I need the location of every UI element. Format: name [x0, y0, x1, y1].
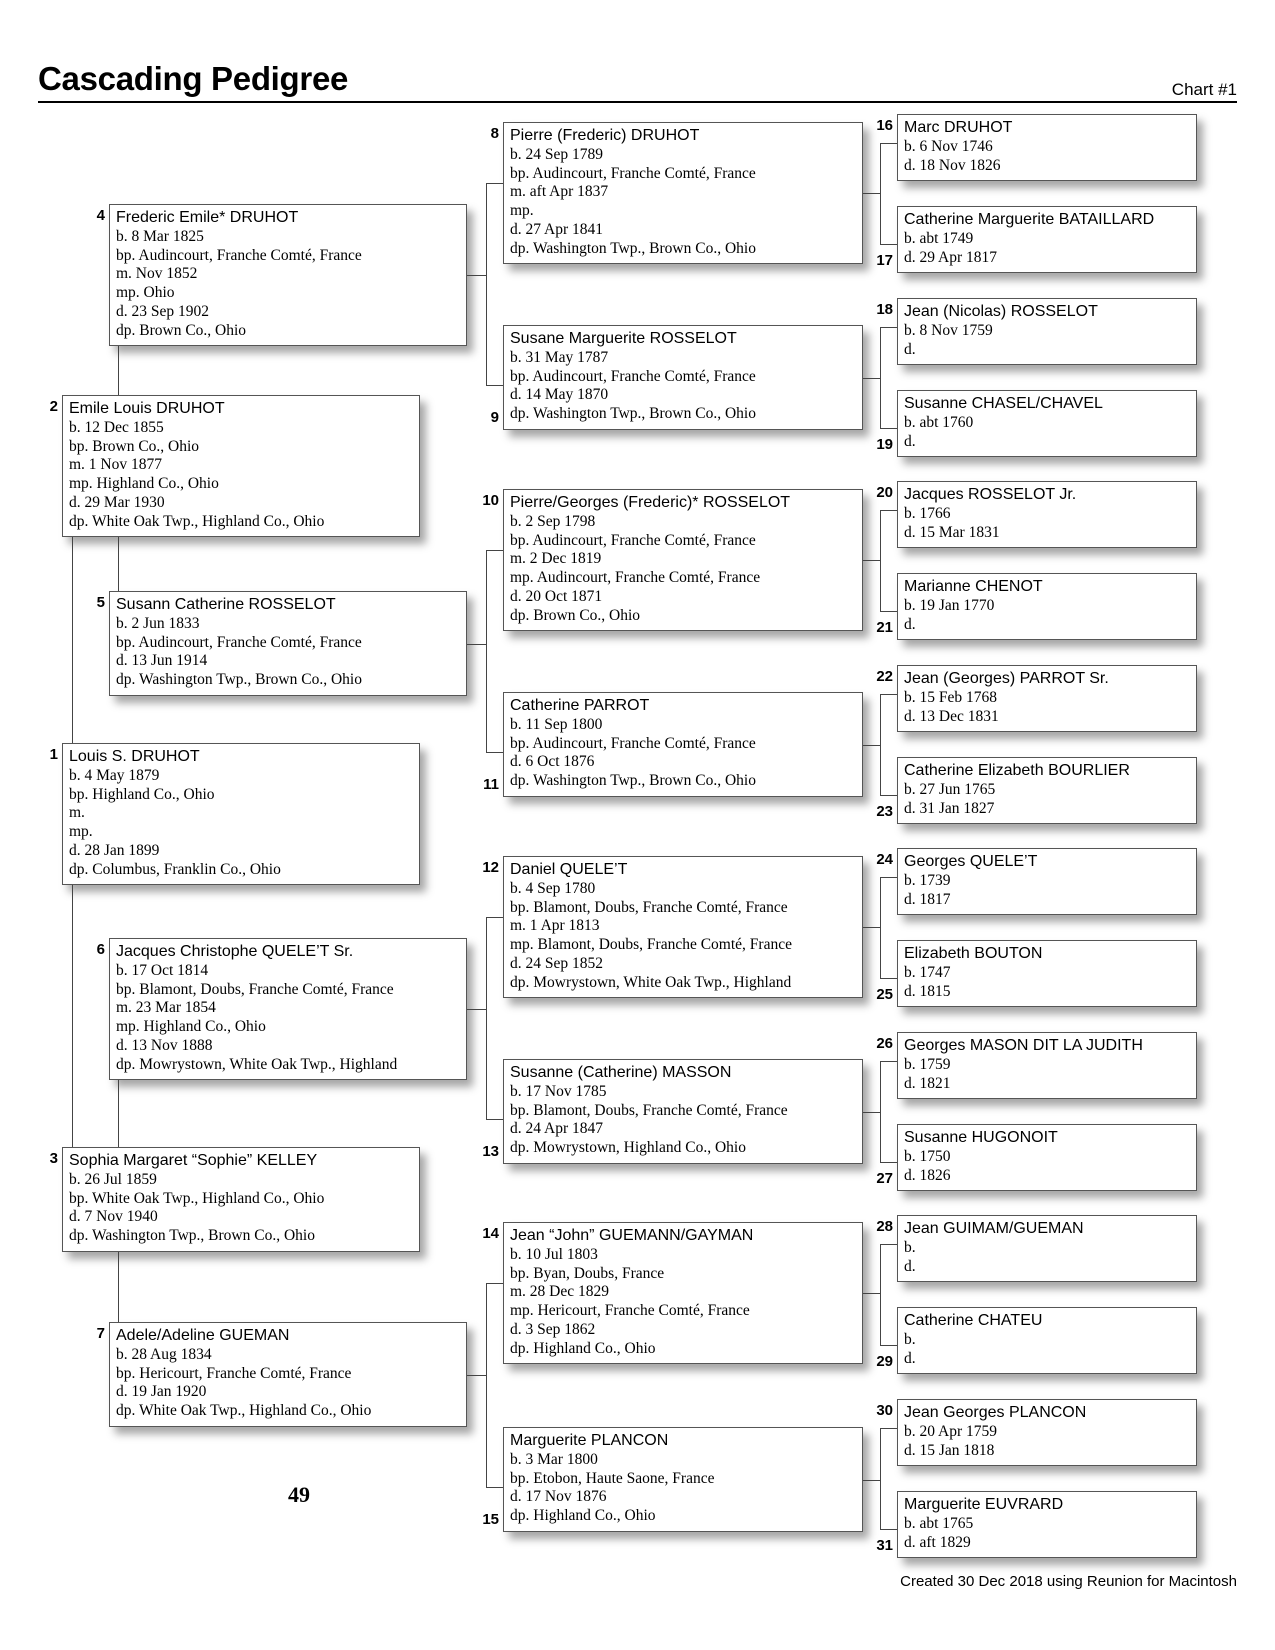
ahnentafel-number: 19	[876, 436, 893, 453]
connector-line	[486, 1119, 503, 1120]
person-detail-line: d. 6 Oct 1876	[510, 753, 595, 771]
person-detail-line: d. 20 Oct 1871	[510, 587, 603, 605]
person-detail-line: b. abt 1765	[904, 1515, 974, 1532]
person-detail-line: b. 1750	[904, 1148, 951, 1165]
person-box-8[interactable]	[503, 122, 863, 264]
ahnentafel-number: 5	[96, 594, 105, 611]
connector-line	[880, 1428, 897, 1429]
person-detail-line: mp.	[510, 202, 534, 220]
person-box-20[interactable]	[897, 481, 1197, 548]
ahnentafel-number: 24	[876, 851, 893, 868]
connector-line	[880, 143, 897, 144]
connector-line	[880, 510, 881, 612]
person-detail-line: b. 10 Jul 1803	[510, 1246, 598, 1263]
ahnentafel-number: 17	[876, 252, 893, 269]
connector-line	[118, 1080, 119, 1147]
person-box-10[interactable]	[503, 489, 863, 631]
person-detail-line: bp. Blamont, Doubs, Franche Comté, France	[510, 1101, 788, 1119]
connector-line	[880, 510, 897, 511]
person-detail-line: dp. Brown Co., Ohio	[510, 606, 641, 624]
person-detail-line: mp. Ohio	[116, 284, 175, 302]
connector-line	[118, 346, 119, 395]
person-detail-line: b. 15 Feb 1768	[904, 689, 997, 706]
person-detail-line: dp. Washington Twp., Brown Co., Ohio	[116, 671, 362, 689]
person-detail-line: d. 28 Jan 1899	[69, 841, 160, 859]
connector-line	[880, 795, 897, 796]
person-box-26[interactable]	[897, 1032, 1197, 1099]
person-name: Sophia Margaret “Sophie” KELLEY	[69, 1152, 318, 1169]
ahnentafel-number: 20	[876, 484, 893, 501]
person-name: Jean (Georges) PARROT Sr.	[904, 670, 1109, 687]
person-detail-line: b. abt 1760	[904, 414, 974, 431]
person-box-13[interactable]	[503, 1059, 863, 1164]
person-name: Frederic Emile* DRUHOT	[116, 209, 299, 226]
connector-line	[880, 244, 897, 245]
person-detail-line: b. 2 Sep 1798	[510, 513, 596, 530]
connector-line	[863, 193, 880, 194]
connector-line	[880, 611, 897, 612]
connector-line	[863, 1293, 880, 1294]
person-detail-line: m. aft Apr 1837	[510, 183, 609, 201]
ahnentafel-number: 16	[876, 117, 893, 134]
person-name: Georges MASON DIT LA JUDITH	[904, 1037, 1143, 1054]
person-name: Jean “John” GUEMANN/GAYMAN	[510, 1227, 754, 1244]
person-box-1[interactable]	[62, 743, 420, 885]
connector-line	[880, 428, 897, 429]
person-detail-line: dp. Columbus, Franklin Co., Ohio	[69, 860, 281, 878]
connector-line	[486, 550, 503, 551]
person-detail-line: d. 13 Nov 1888	[116, 1036, 213, 1054]
ahnentafel-number: 14	[482, 1225, 499, 1242]
person-detail-line: b. 1766	[904, 505, 951, 522]
person-box-23[interactable]	[897, 757, 1197, 824]
person-name: Susane Marguerite ROSSELOT	[510, 330, 737, 347]
ahnentafel-number: 28	[876, 1218, 893, 1235]
person-name: Marianne CHENOT	[904, 578, 1043, 595]
person-detail-line: b. 17 Nov 1785	[510, 1083, 607, 1100]
person-detail-line: bp. Audincourt, Franche Comté, France	[510, 367, 756, 385]
connector-line	[118, 537, 119, 591]
person-detail-line: b. 31 May 1787	[510, 349, 609, 366]
person-box-22[interactable]	[897, 665, 1197, 732]
person-detail-line: b. 1739	[904, 872, 951, 889]
connector-line	[880, 694, 897, 695]
person-name: Adele/Adeline GUEMAN	[116, 1327, 290, 1344]
person-detail-line: m. 1 Apr 1813	[510, 917, 600, 935]
connector-line	[880, 1345, 897, 1346]
person-detail-line: d.	[904, 615, 916, 633]
connector-line	[486, 183, 503, 184]
person-detail-line: bp. Brown Co., Ohio	[69, 437, 200, 455]
person-detail-line: b. abt 1749	[904, 230, 974, 247]
person-name: Catherine Marguerite BATAILLARD	[904, 211, 1155, 228]
person-box-21[interactable]	[897, 573, 1197, 640]
person-detail-line: d. 1815	[904, 982, 951, 1000]
connector-line	[863, 560, 880, 561]
person-detail-line: d. 29 Apr 1817	[904, 248, 997, 266]
person-detail-line: dp. Highland Co., Ohio	[510, 1507, 656, 1525]
person-name: Susanne CHASEL/CHAVEL	[904, 395, 1103, 412]
person-detail-line: b. 1759	[904, 1056, 951, 1073]
person-detail-line: b. 28 Aug 1834	[116, 1346, 212, 1363]
person-detail-line: m. 23 Mar 1854	[116, 999, 216, 1017]
person-detail-line: m. 1 Nov 1877	[69, 456, 162, 474]
person-detail-line: dp. Washington Twp., Brown Co., Ohio	[510, 405, 756, 423]
ahnentafel-number: 10	[482, 492, 499, 509]
person-name: Catherine CHATEU	[904, 1312, 1043, 1329]
connector-line	[880, 327, 897, 328]
person-detail-line: dp. Brown Co., Ohio	[116, 321, 247, 339]
connector-line	[863, 1480, 880, 1481]
connector-line	[880, 978, 897, 979]
person-name: Catherine PARROT	[510, 697, 650, 714]
person-detail-line: m.	[69, 804, 85, 822]
connector-line	[880, 1061, 881, 1163]
person-detail-line: d.	[904, 1257, 916, 1275]
connector-line	[486, 917, 503, 918]
ahnentafel-number: 31	[876, 1537, 893, 1554]
person-detail-line: b. 11 Sep 1800	[510, 716, 603, 733]
person-box-11[interactable]	[503, 692, 863, 797]
person-detail-line: d. 18 Nov 1826	[904, 156, 1001, 174]
connector-line	[486, 1487, 503, 1488]
person-name: Daniel QUELE’T	[510, 861, 628, 878]
person-box-14[interactable]	[503, 1222, 863, 1364]
person-box-9[interactable]	[503, 325, 863, 430]
person-box-18[interactable]	[897, 298, 1197, 365]
person-detail-line: dp. Washington Twp., Brown Co., Ohio	[510, 239, 756, 257]
person-detail-line: b. 24 Sep 1789	[510, 146, 603, 163]
person-detail-line: mp. Highland Co., Ohio	[69, 475, 219, 493]
person-detail-line: bp. Audincourt, Franche Comté, France	[116, 633, 362, 651]
page-number: 49	[288, 1482, 310, 1507]
person-name: Susanne HUGONOIT	[904, 1129, 1058, 1146]
connector-line	[486, 1283, 487, 1488]
connector-line	[863, 927, 880, 928]
connector-line	[863, 1112, 880, 1113]
person-box-16[interactable]	[897, 114, 1197, 181]
connector-line	[880, 143, 881, 245]
person-box-24[interactable]	[897, 848, 1197, 915]
person-detail-line: bp. Blamont, Doubs, Franche Comté, France	[116, 980, 394, 998]
connector-line	[486, 183, 487, 386]
person-detail-line: bp. Audincourt, Franche Comté, France	[116, 246, 362, 264]
person-detail-line: d. 1826	[904, 1166, 951, 1184]
connector-line	[486, 1283, 503, 1284]
person-detail-line: d. 23 Sep 1902	[116, 302, 209, 320]
person-detail-line: d. 17 Nov 1876	[510, 1488, 607, 1506]
ahnentafel-number: 26	[876, 1035, 893, 1052]
ahnentafel-number: 8	[490, 125, 499, 142]
connector-line	[880, 877, 897, 878]
person-box-31[interactable]	[897, 1491, 1197, 1558]
person-detail-line: d. 24 Apr 1847	[510, 1120, 603, 1138]
ahnentafel-number: 2	[49, 398, 58, 415]
connector-line	[486, 917, 487, 1120]
connector-line	[863, 745, 880, 746]
person-detail-line: m. 28 Dec 1829	[510, 1283, 610, 1301]
ahnentafel-number: 3	[49, 1150, 58, 1167]
person-name: Susanne (Catherine) MASSON	[510, 1064, 732, 1081]
person-name: Jean GUIMAM/GUEMAN	[904, 1220, 1084, 1237]
connector-line	[486, 752, 503, 753]
person-detail-line: bp. Audincourt, Franche Comté, France	[510, 164, 756, 182]
person-box-17[interactable]	[897, 206, 1197, 273]
person-detail-line: d.	[904, 1349, 916, 1367]
person-box-25[interactable]	[897, 940, 1197, 1007]
person-detail-line: bp. White Oak Twp., Highland Co., Ohio	[69, 1189, 325, 1207]
connector-line	[880, 1061, 897, 1062]
person-box-27[interactable]	[897, 1124, 1197, 1191]
person-detail-line: b. 4 May 1879	[69, 767, 160, 784]
person-name: Jean Georges PLANCON	[904, 1404, 1087, 1421]
connector-line	[486, 385, 503, 386]
person-detail-line: d. 13 Dec 1831	[904, 707, 999, 725]
ahnentafel-number: 29	[876, 1353, 893, 1370]
person-detail-line: b. 4 Sep 1780	[510, 880, 596, 897]
person-detail-line: b. 8 Nov 1759	[904, 322, 993, 339]
person-detail-line: d.	[904, 432, 916, 450]
person-detail-line: dp. Washington Twp., Brown Co., Ohio	[69, 1227, 315, 1245]
person-name: Pierre/Georges (Frederic)* ROSSELOT	[510, 494, 791, 511]
person-detail-line: m. 2 Dec 1819	[510, 550, 602, 568]
person-name: Jean (Nicolas) ROSSELOT	[904, 303, 1098, 320]
ahnentafel-number: 13	[482, 1143, 499, 1160]
person-box-19[interactable]	[897, 390, 1197, 457]
person-detail-line: bp. Blamont, Doubs, Franche Comté, France	[510, 898, 788, 916]
person-detail-line: bp. Byan, Doubs, France	[510, 1264, 665, 1282]
ahnentafel-number: 23	[876, 803, 893, 820]
ahnentafel-number: 18	[876, 301, 893, 318]
ahnentafel-number: 4	[96, 207, 105, 224]
person-detail-line: d. 1821	[904, 1074, 951, 1092]
person-detail-line: b. 19 Jan 1770	[904, 597, 995, 614]
person-box-6[interactable]	[109, 938, 467, 1080]
connector-line	[467, 275, 486, 276]
person-detail-line: b.	[904, 1239, 916, 1256]
person-name: Marc DRUHOT	[904, 119, 1013, 136]
ahnentafel-number: 25	[876, 986, 893, 1003]
connector-line	[467, 1375, 486, 1376]
person-name: Emile Louis DRUHOT	[69, 400, 225, 417]
person-detail-line: d. 7 Nov 1940	[69, 1208, 158, 1226]
person-detail-line: dp. Mowrystown, White Oak Twp., Highland	[116, 1055, 398, 1073]
person-detail-line: dp. Mowrystown, White Oak Twp., Highland	[510, 973, 792, 991]
ahnentafel-number: 15	[482, 1511, 499, 1528]
person-name: Jacques ROSSELOT Jr.	[904, 486, 1077, 503]
connector-line	[467, 1009, 486, 1010]
ahnentafel-number: 9	[490, 409, 499, 426]
person-detail-line: bp. Hericourt, Franche Comté, France	[116, 1364, 352, 1382]
person-detail-line: d. 13 Jun 1914	[116, 652, 208, 670]
person-detail-line: b.	[904, 1331, 916, 1348]
connector-line	[467, 644, 486, 645]
ahnentafel-number: 1	[49, 746, 58, 763]
person-detail-line: m. Nov 1852	[116, 265, 198, 283]
connector-line	[72, 537, 73, 743]
person-detail-line: d. 14 May 1870	[510, 386, 609, 404]
person-name: Marguerite EUVRARD	[904, 1496, 1064, 1513]
person-detail-line: d. 3 Sep 1862	[510, 1320, 596, 1338]
person-detail-line: b. 12 Dec 1855	[69, 419, 164, 436]
person-detail-line: b. 17 Oct 1814	[116, 962, 209, 979]
person-detail-line: d.	[904, 340, 916, 358]
ahnentafel-number: 12	[482, 859, 499, 876]
person-detail-line: mp.	[69, 823, 93, 841]
ahnentafel-number: 7	[96, 1325, 105, 1342]
person-detail-line: d. 15 Jan 1818	[904, 1441, 995, 1459]
person-detail-line: dp. White Oak Twp., Highland Co., Ohio	[116, 1402, 372, 1420]
person-detail-line: dp. Washington Twp., Brown Co., Ohio	[510, 772, 756, 790]
person-detail-line: b. 2 Jun 1833	[116, 615, 200, 632]
connector-line	[118, 1252, 119, 1322]
person-box-7[interactable]	[109, 1322, 467, 1427]
person-detail-line: b. 1747	[904, 964, 951, 981]
connector-line	[880, 1244, 881, 1346]
person-detail-line: d. 15 Mar 1831	[904, 523, 1000, 541]
person-detail-line: bp. Etobon, Haute Saone, France	[510, 1469, 715, 1487]
person-name: Georges QUELE’T	[904, 853, 1038, 870]
created-footer: Created 30 Dec 2018 using Reunion for Macintosh	[900, 1573, 1237, 1590]
person-detail-line: bp. Audincourt, Franche Comté, France	[510, 734, 756, 752]
page-title: Cascading Pedigree	[38, 60, 349, 97]
ahnentafel-number: 30	[876, 1402, 893, 1419]
person-detail-line: dp. Highland Co., Ohio	[510, 1339, 656, 1357]
ahnentafel-number: 22	[876, 668, 893, 685]
connector-line	[72, 885, 73, 1147]
person-name: Louis S. DRUHOT	[69, 748, 200, 765]
connector-line	[880, 1162, 897, 1163]
title-rule	[38, 101, 1237, 103]
person-name: Elizabeth BOUTON	[904, 945, 1043, 962]
ahnentafel-number: 27	[876, 1170, 893, 1187]
chart-number: Chart #1	[1171, 80, 1237, 99]
connector-line	[863, 378, 880, 379]
person-box-30[interactable]	[897, 1399, 1197, 1466]
person-detail-line: b. 26 Jul 1859	[69, 1171, 157, 1188]
person-detail-line: b. 8 Mar 1825	[116, 228, 204, 245]
person-detail-line: b. 27 Jun 1765	[904, 781, 996, 798]
person-detail-line: dp. White Oak Twp., Highland Co., Ohio	[69, 512, 325, 530]
person-name: Jacques Christophe QUELE’T Sr.	[116, 943, 354, 960]
person-detail-line: d. 24 Sep 1852	[510, 954, 603, 972]
ahnentafel-number: 11	[483, 776, 499, 793]
ahnentafel-number: 6	[96, 941, 105, 958]
person-detail-line: dp. Mowrystown, Highland Co., Ohio	[510, 1139, 746, 1157]
person-detail-line: d. 19 Jan 1920	[116, 1383, 207, 1401]
person-name: Pierre (Frederic) DRUHOT	[510, 127, 700, 144]
connector-line	[880, 694, 881, 796]
connector-line	[880, 1529, 897, 1530]
person-detail-line: d. 1817	[904, 890, 951, 908]
person-box-2[interactable]	[62, 395, 420, 537]
person-box-15[interactable]	[503, 1427, 863, 1532]
person-box-3[interactable]	[62, 1147, 420, 1252]
person-box-29[interactable]	[897, 1307, 1197, 1374]
connector-line	[486, 550, 487, 753]
person-detail-line: mp. Hericourt, Franche Comté, France	[510, 1302, 750, 1320]
connector-line	[880, 1244, 897, 1245]
person-name: Susann Catherine ROSSELOT	[116, 596, 336, 613]
person-detail-line: b. 20 Apr 1759	[904, 1423, 997, 1440]
person-box-28[interactable]	[897, 1215, 1197, 1282]
person-detail-line: d. 29 Mar 1930	[69, 493, 165, 511]
person-box-12[interactable]	[503, 856, 863, 998]
person-detail-line: mp. Audincourt, Franche Comté, France	[510, 569, 761, 587]
connector-line	[880, 327, 881, 429]
person-detail-line: bp. Highland Co., Ohio	[69, 785, 215, 803]
person-name: Marguerite PLANCON	[510, 1432, 669, 1449]
person-detail-line: b. 6 Nov 1746	[904, 138, 993, 155]
person-box-5[interactable]	[109, 591, 467, 696]
connector-line	[880, 1428, 881, 1530]
person-detail-line: bp. Audincourt, Franche Comté, France	[510, 531, 756, 549]
person-detail-line: d. 27 Apr 1841	[510, 220, 603, 238]
person-name: Catherine Elizabeth BOURLIER	[904, 762, 1130, 779]
person-detail-line: mp. Highland Co., Ohio	[116, 1018, 266, 1036]
person-detail-line: d. 31 Jan 1827	[904, 799, 995, 817]
connector-line	[880, 877, 881, 979]
person-detail-line: d. aft 1829	[904, 1533, 971, 1551]
person-detail-line: b. 3 Mar 1800	[510, 1451, 598, 1468]
person-box-4[interactable]	[109, 204, 467, 346]
person-detail-line: mp. Blamont, Doubs, Franche Comté, France	[510, 936, 792, 954]
ahnentafel-number: 21	[876, 619, 893, 636]
